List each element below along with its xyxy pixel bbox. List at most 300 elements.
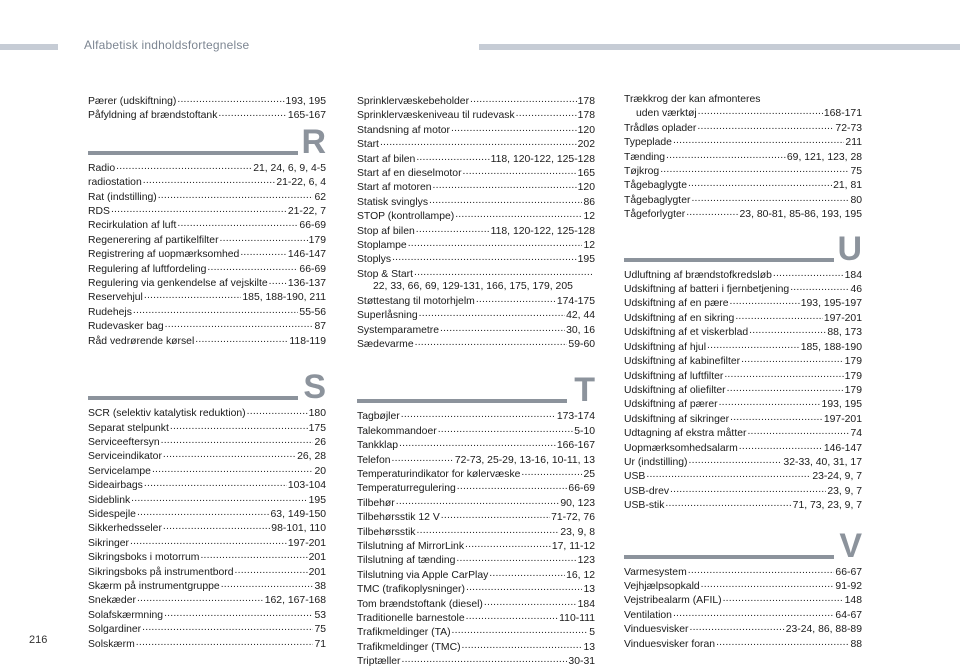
dot-leader xyxy=(673,135,844,147)
index-entry-pages: 120 xyxy=(577,124,595,136)
index-entry xyxy=(357,267,595,281)
index-entry-term: Udskiftning af en sikring xyxy=(624,312,735,324)
index-entry-term: Start af motoren xyxy=(357,182,432,194)
index-entry xyxy=(357,323,595,337)
index-entry-term: USB-drev xyxy=(624,485,670,497)
index-entry xyxy=(624,296,862,310)
index-entry-term: Stoplampe xyxy=(357,240,407,252)
dot-leader xyxy=(402,654,568,666)
index-entry-pages: 53 xyxy=(314,609,326,621)
index-entry-term: Stop af bilen xyxy=(357,225,415,237)
dot-leader xyxy=(719,397,821,409)
dot-leader xyxy=(691,193,849,205)
dot-leader xyxy=(415,337,568,349)
index-entry-pages: 13 xyxy=(583,641,595,653)
index-entry-pages: 118-119 xyxy=(289,335,326,347)
index-entry-pages: 211 xyxy=(845,137,862,149)
index-entry xyxy=(624,207,862,221)
dot-leader xyxy=(451,123,577,135)
dot-leader xyxy=(716,637,849,649)
section-header-s xyxy=(88,368,326,407)
index-entry-term: Udskiftning af sikringer xyxy=(624,413,730,425)
index-entry-term: Radio xyxy=(88,162,116,174)
index-entry xyxy=(624,106,862,120)
section-divider xyxy=(88,151,298,155)
index-entry xyxy=(624,193,862,207)
dot-leader xyxy=(417,525,560,537)
dot-leader xyxy=(142,622,313,634)
index-entry-term: Tilslutning af MirrorLink xyxy=(357,540,465,552)
dot-leader xyxy=(747,426,849,438)
index-entry xyxy=(357,496,595,510)
index-entry xyxy=(357,337,595,351)
index-entry-pages: 66-69 xyxy=(299,263,326,275)
section-letter: V xyxy=(839,526,862,565)
index-entry-pages: 80 xyxy=(850,194,862,206)
dot-leader xyxy=(688,178,832,190)
index-entry xyxy=(624,608,862,622)
dot-leader xyxy=(441,510,550,522)
index-entry-term: Vejhjælpsopkald xyxy=(624,580,700,592)
index-entry-pages: 22, 33, 66, 69, 129-131, 166, 175, 179, 205 xyxy=(373,281,573,293)
index-entry-term: Sidespejle xyxy=(88,508,136,520)
section-letter: S xyxy=(303,368,326,407)
index-entry-term: Solgardiner xyxy=(88,624,142,636)
index-entry-pages: 23-24, 9, 7 xyxy=(812,471,862,483)
index-entry-pages: 185, 188-190, 211 xyxy=(242,292,326,304)
index-entry-pages: 123 xyxy=(577,555,595,567)
index-entry xyxy=(88,464,326,478)
index-entry xyxy=(88,190,326,204)
index-entry-term: Trafikmeldinger (TA) xyxy=(357,627,451,639)
index-entry-pages: 185, 188-190 xyxy=(800,341,862,353)
dot-leader xyxy=(689,455,783,467)
index-entry-term: Udskiftning af luftfilter xyxy=(624,370,724,382)
index-entry xyxy=(88,305,326,319)
index-entry-pages: 12 xyxy=(583,240,595,252)
index-entry-pages: 63, 149-150 xyxy=(270,508,326,520)
index-entry-term: Udskiftning af hjul xyxy=(624,341,707,353)
index-entry-term: Vejstribealarm (AFIL) xyxy=(624,595,722,607)
index-entry xyxy=(357,611,595,625)
index-entry xyxy=(357,640,595,654)
index-column-3 xyxy=(624,94,862,651)
index-entry-pages: 16, 12 xyxy=(566,569,595,581)
index-entry-pages: 59-60 xyxy=(568,338,595,350)
index-entry xyxy=(624,498,862,512)
dot-leader xyxy=(456,553,576,565)
index-entry-pages: 64-67 xyxy=(835,609,862,621)
index-entry-pages: 55-56 xyxy=(299,306,326,318)
index-entry xyxy=(624,369,862,383)
index-entry-term: Udskiftning af batteri i fjernbetjening xyxy=(624,284,790,296)
index-entry-term: Stoplys xyxy=(357,254,392,266)
dot-leader xyxy=(730,296,800,308)
dot-leader xyxy=(665,498,791,510)
index-entry-pages: 193, 195 xyxy=(285,96,326,107)
dot-leader xyxy=(457,481,568,493)
index-entry-term: Sikkerhedsseler xyxy=(88,523,162,535)
index-entry xyxy=(357,195,595,209)
dot-leader xyxy=(739,441,823,453)
dot-leader xyxy=(131,493,307,505)
index-entry-term: Råd vedrørende kørsel xyxy=(88,335,195,347)
index-entry-term: USB xyxy=(624,471,646,483)
dot-leader xyxy=(476,294,556,306)
index-entry-pages: 195 xyxy=(577,254,595,266)
index-entry-term: Udskiftning af pærer xyxy=(624,399,718,411)
dot-leader xyxy=(133,305,299,317)
dot-leader xyxy=(137,593,264,605)
index-entry xyxy=(357,553,595,567)
index-entry-term: Sikringsboks i motorrum xyxy=(88,552,200,564)
index-entry-pages: 201 xyxy=(308,552,326,564)
index-entry-pages: 136-137 xyxy=(287,278,326,290)
index-entry-term: Superlåsning xyxy=(357,310,418,322)
index-entry xyxy=(88,521,326,535)
dot-leader xyxy=(516,108,577,120)
index-entry xyxy=(357,539,595,553)
dot-leader xyxy=(455,209,582,221)
index-entry-term: TMC (trafikoplysninger) xyxy=(357,584,465,596)
index-entry-term: Sideairbags xyxy=(88,480,143,492)
dot-leader xyxy=(701,579,835,591)
index-entry-pages: 30-31 xyxy=(568,656,595,668)
index-entry-pages: 46 xyxy=(850,284,862,296)
index-entry-term: Reservehjul xyxy=(88,292,143,304)
dot-leader xyxy=(724,369,843,381)
dot-leader xyxy=(396,496,560,508)
dot-leader xyxy=(646,469,811,481)
index-entry-term: uden værktøj xyxy=(636,108,697,120)
index-entry xyxy=(357,123,595,137)
dot-leader xyxy=(177,94,284,106)
index-group xyxy=(88,406,326,651)
index-entry xyxy=(357,481,595,495)
index-entry-pages: 66-67 xyxy=(835,566,862,578)
index-entry xyxy=(357,294,595,308)
index-entry-pages: 98-101, 110 xyxy=(271,523,326,535)
dot-leader xyxy=(218,108,286,120)
dot-leader xyxy=(144,478,287,490)
index-entry-term: Varmesystem xyxy=(624,566,687,578)
index-entry xyxy=(624,593,862,607)
index-entry xyxy=(624,426,862,440)
index-entry-pages: 193, 195-197 xyxy=(800,298,862,310)
index-group xyxy=(88,94,326,123)
index-entry-term: Tankklap xyxy=(357,440,399,452)
index-entry xyxy=(88,319,326,333)
index-entry xyxy=(357,108,595,122)
index-entry-pages: 103-104 xyxy=(287,480,326,492)
index-entry-term: Trådløs oplader xyxy=(624,122,697,134)
index-entry xyxy=(624,354,862,368)
index-entry-pages: 179 xyxy=(844,370,862,382)
index-entry-term: Tøjkrog xyxy=(624,166,660,178)
index-entry-term: Tilslutning af tænding xyxy=(357,555,456,567)
dot-leader xyxy=(130,536,287,548)
index-entry-pages: 184 xyxy=(577,598,595,610)
dot-leader xyxy=(707,340,800,352)
index-entry-term: Udtagning af ekstra måtter xyxy=(624,428,747,440)
dot-leader xyxy=(158,190,314,202)
dot-leader xyxy=(660,164,849,176)
index-entry xyxy=(624,397,862,411)
index-entry xyxy=(88,608,326,622)
index-entry-pages: 17, 11-12 xyxy=(551,540,595,552)
dot-leader xyxy=(392,252,577,264)
index-entry xyxy=(88,550,326,564)
index-entry-pages: 120 xyxy=(577,182,595,194)
index-entry-term: Typeplade xyxy=(624,137,672,149)
index-column-2 xyxy=(357,94,595,669)
dot-leader xyxy=(163,449,296,461)
index-entry xyxy=(357,94,595,108)
index-entry xyxy=(624,121,862,135)
section-header-v xyxy=(624,526,862,565)
index-entry xyxy=(88,233,326,247)
index-entry-pages: 71-72, 76 xyxy=(551,512,595,524)
index-entry xyxy=(624,311,862,325)
index-entry-pages: 88, 173 xyxy=(827,327,862,339)
index-entry-pages: 178 xyxy=(577,96,595,107)
index-entry-term: Tagbøjler xyxy=(357,411,400,423)
dot-leader xyxy=(773,268,844,280)
dot-leader xyxy=(470,94,577,106)
index-entry xyxy=(88,406,326,420)
index-entry-pages: 179 xyxy=(308,234,326,246)
dot-leader xyxy=(195,334,288,346)
index-entry-term: Trafikmeldinger (TMC) xyxy=(357,641,461,653)
index-entry xyxy=(88,421,326,435)
index-entry xyxy=(624,150,862,164)
index-entry xyxy=(624,325,862,339)
header-bar-left xyxy=(0,44,58,50)
index-entry xyxy=(624,484,862,498)
index-entry-pages: 69, 121, 123, 28 xyxy=(786,151,862,163)
dot-leader xyxy=(438,424,574,436)
index-entry-term: RDS xyxy=(88,206,110,218)
dot-leader xyxy=(489,568,565,580)
index-entry-term: Serviceeftersyn xyxy=(88,436,160,448)
index-entry-term: Regulering via genkendelse af vejskilte xyxy=(88,278,268,290)
index-entry xyxy=(624,622,862,636)
index-entry-pages: 26, 28 xyxy=(297,451,326,463)
index-entry-pages: 71, 73, 23, 9, 7 xyxy=(792,500,862,512)
index-entry-term: Sædevarme xyxy=(357,338,414,350)
dot-leader xyxy=(152,464,313,476)
index-entry xyxy=(88,334,326,348)
index-entry-pages: 32-33, 40, 31, 17 xyxy=(783,456,862,468)
index-entry xyxy=(624,469,862,483)
dot-leader xyxy=(433,180,577,192)
index-entry-pages: 26 xyxy=(314,436,326,448)
dot-leader xyxy=(723,593,844,605)
index-entry-term: Systemparametre xyxy=(357,324,439,336)
section-divider xyxy=(624,258,834,262)
page-header-title: Alfabetisk indholdsfortegnelse xyxy=(84,38,250,52)
index-entry-pages: 21, 81 xyxy=(833,180,862,192)
dot-leader xyxy=(401,409,556,421)
index-entry xyxy=(88,622,326,636)
index-entry-pages: 90, 123 xyxy=(560,497,595,509)
index-entry-pages: 21, 24, 6, 9, 4-5 xyxy=(253,162,326,174)
dot-leader xyxy=(697,121,834,133)
index-entry-term: Temperaturregulering xyxy=(357,483,456,495)
index-entry xyxy=(88,478,326,492)
index-entry xyxy=(624,412,862,426)
index-entry xyxy=(624,455,862,469)
dot-leader xyxy=(235,565,308,577)
dot-leader xyxy=(380,137,577,149)
index-entry xyxy=(357,252,595,266)
index-entry-pages: 25 xyxy=(583,468,595,480)
dot-leader xyxy=(741,354,844,366)
index-entry-term: Start af en dieselmotor xyxy=(357,168,462,180)
index-entry xyxy=(88,218,326,232)
index-entry xyxy=(624,383,862,397)
index-entry-term: Tom brændstoftank (diesel) xyxy=(357,598,483,610)
dot-leader xyxy=(392,453,454,465)
dot-leader xyxy=(207,262,298,274)
index-entry-term: Recirkulation af luft xyxy=(88,220,177,232)
index-entry-pages: 197-201 xyxy=(287,537,326,549)
index-entry-term: Tågebaglygter xyxy=(624,194,691,206)
index-entry xyxy=(88,507,326,521)
index-entry-pages: 13 xyxy=(583,584,595,596)
index-entry-term: Vinduesvisker xyxy=(624,624,689,636)
index-entry-pages: 88 xyxy=(850,638,862,650)
index-entry-pages: 86 xyxy=(583,196,595,208)
index-entry-term: Solafskærmning xyxy=(88,609,164,621)
index-entry xyxy=(357,525,595,539)
dot-leader xyxy=(419,308,565,320)
dot-leader xyxy=(735,311,823,323)
index-entry xyxy=(88,108,326,122)
index-entry-term: Rat (indstilling) xyxy=(88,191,157,203)
index-entry-term: Regulering af luftfordeling xyxy=(88,263,207,275)
index-entry xyxy=(88,290,326,304)
header-bar-right xyxy=(479,44,960,50)
index-entry-pages: 118, 120-122, 125-128 xyxy=(490,153,595,165)
index-entry-pages: 23-24, 86, 88-89 xyxy=(785,624,862,636)
index-entry-term: Pærer (udskiftning) xyxy=(88,96,177,107)
section-letter: T xyxy=(574,371,595,410)
dot-leader xyxy=(116,161,252,173)
index-entry-pages: 201 xyxy=(308,566,326,578)
index-entry-pages: 74 xyxy=(850,428,862,440)
dot-leader xyxy=(247,406,308,418)
index-entry-pages: 146-147 xyxy=(287,249,326,261)
index-entry-term: Separat stelpunkt xyxy=(88,422,169,434)
index-entry-pages: 174-175 xyxy=(556,295,595,307)
index-entry-term: Start xyxy=(357,139,379,151)
index-entry xyxy=(357,308,595,322)
index-entry xyxy=(88,493,326,507)
dot-leader xyxy=(484,597,577,609)
index-entry-term: SCR (selektiv katalytisk reduktion) xyxy=(88,408,246,420)
index-group xyxy=(357,409,595,668)
index-group xyxy=(624,94,862,222)
index-entry-term: Påfyldning af brændstoftank xyxy=(88,110,218,122)
dot-leader xyxy=(137,507,270,519)
index-entry-pages: 91-92 xyxy=(835,580,862,592)
section-header-u xyxy=(624,229,862,268)
index-entry-term: Udskiftning af oliefilter xyxy=(624,384,726,396)
dot-leader xyxy=(462,640,583,652)
index-entry-pages: 66-69 xyxy=(568,483,595,495)
dot-leader xyxy=(399,438,556,450)
dot-leader xyxy=(164,608,313,620)
index-entry-pages: 166-167 xyxy=(556,440,595,452)
index-entry-pages: 179 xyxy=(844,384,862,396)
index-entry-term: Solskærm xyxy=(88,638,135,650)
index-entry xyxy=(88,175,326,189)
index-entry-term: Tænding xyxy=(624,151,666,163)
index-entry xyxy=(357,180,595,194)
index-entry xyxy=(357,625,595,639)
dot-leader xyxy=(416,224,490,236)
dot-leader xyxy=(466,582,582,594)
dot-leader xyxy=(466,611,559,623)
dot-leader xyxy=(666,150,786,162)
index-entry xyxy=(624,282,862,296)
index-entry xyxy=(357,238,595,252)
index-group xyxy=(88,161,326,348)
index-entry xyxy=(357,224,595,238)
index-entry-pages: 110-111 xyxy=(559,613,595,624)
dot-leader xyxy=(136,637,314,649)
index-entry-pages: 23, 9, 7 xyxy=(827,485,862,497)
index-entry-term: Vinduesvisker foran xyxy=(624,638,716,650)
index-entry-term: Standsning af motor xyxy=(357,124,450,136)
index-entry-term: Snekæder xyxy=(88,595,136,607)
index-entry-term: Sikringer xyxy=(88,537,129,549)
index-entry-term: Sprinklervæskeniveau til rudevask xyxy=(357,110,515,122)
index-entry-pages: 179 xyxy=(844,356,862,368)
index-entry-term: Udskiftning af en pære xyxy=(624,298,729,310)
index-entry-pages: 12 xyxy=(583,211,595,223)
index-entry-pages: 184 xyxy=(844,269,862,281)
section-header-t xyxy=(357,371,595,410)
index-entry-term: Regenerering af partikelfilter xyxy=(88,234,219,246)
index-entry xyxy=(88,94,326,108)
dot-leader xyxy=(200,550,307,562)
index-entry xyxy=(624,178,862,192)
index-entry-term: Uopmærksomhedsalarm xyxy=(624,442,738,454)
index-entry-pages: 21-22, 7 xyxy=(287,206,326,218)
index-entry-term: USB-stik xyxy=(624,500,665,512)
dot-leader xyxy=(698,106,823,118)
index-entry-pages: 21-22, 6, 4 xyxy=(276,177,326,189)
index-entry-pages: 75 xyxy=(314,624,326,636)
index-entry xyxy=(88,536,326,550)
index-entry xyxy=(357,510,595,524)
dot-leader xyxy=(111,204,287,216)
dot-leader xyxy=(670,484,826,496)
dot-leader xyxy=(143,175,276,187)
index-entry-term: Start af bilen xyxy=(357,153,416,165)
section-divider xyxy=(624,555,834,559)
index-entry-pages: 5 xyxy=(589,627,595,639)
index-entry-pages: 62 xyxy=(314,191,326,203)
index-entry xyxy=(88,276,326,290)
page-number: 216 xyxy=(29,634,48,646)
section-header-r xyxy=(88,122,326,161)
dot-leader xyxy=(220,233,308,245)
dot-leader xyxy=(429,195,582,207)
index-entry xyxy=(88,565,326,579)
